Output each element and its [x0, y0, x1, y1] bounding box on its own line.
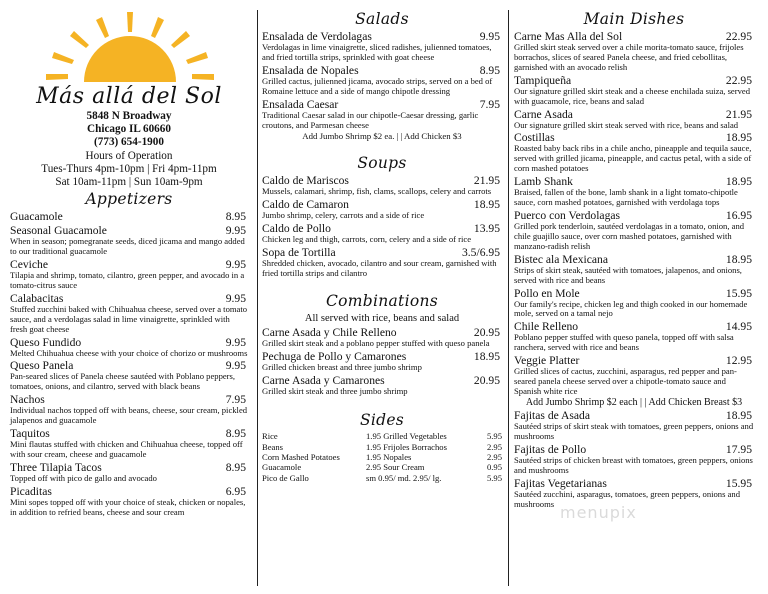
menu-item-name: Sopa de Tortilla — [262, 245, 336, 259]
menu-item-name: Fajitas Vegetarianas — [514, 476, 607, 490]
menu-item-description: Individual nachos topped off with beans, cheese, sour cream, pickled jalapenos and guacamole — [10, 405, 248, 426]
menu-item-price: 22.95 — [725, 30, 752, 43]
restaurant-info — [10, 110, 248, 189]
watermark: menupix — [560, 503, 637, 522]
menu-item-description: Our signature grilled skirt steak and a cheese enchilada suiza, served with guacamole, rice, beans and salad — [514, 85, 750, 106]
menu-item-description: Mini sopes topped off with your choice of steak, chicken or nopales, in addition to refried beans, cheese and sour cream — [10, 496, 246, 517]
menu-item-name: Ensalada de Nopales — [262, 63, 359, 77]
menu-item-name: Fajitas de Asada — [514, 409, 590, 423]
menu-item-description: Grilled cactus, julienned jicama, avocado strips, served on a bed of Romaine lettuce and a side of mango chipotle dressing — [262, 75, 493, 96]
menu-item-name: Pollo en Mole — [514, 286, 580, 300]
menu-item-name: Tampiqueña — [514, 73, 572, 87]
brand-name: Más allá del Sol — [36, 84, 222, 109]
menu-item-description: Grilled skirt steak served over a chile morita-tomato sauce, frijoles borrachos, slices of seared Panela cheese, and fried cebollitas, garnished with an avocado relish — [514, 42, 744, 72]
menu-item-name: Three Tilapia Tacos — [10, 460, 102, 474]
sides-row — [262, 442, 502, 452]
menu-item-name: Veggie Platter — [514, 354, 580, 368]
menu-item-name: Seasonal Guacamole — [10, 224, 107, 238]
menu-item-name: Fajitas de Pollo — [514, 443, 587, 457]
menu-item-name: Ensalada de Verdolagas — [262, 30, 372, 43]
column-middle — [262, 8, 502, 483]
menu-item-price: 18.95 — [725, 409, 752, 423]
menu-item-description: Grilled chicken breast and three jumbo shrimp — [262, 362, 422, 373]
sides-cell: Corn Mashed Potatoes — [262, 452, 340, 462]
sides-heading: Sides — [359, 411, 405, 430]
menu-item — [262, 198, 502, 211]
sun-icon — [32, 8, 228, 88]
menu-item-description: Chicken leg and thigh, carrots, corn, celery and a side of rice — [262, 233, 472, 244]
sides-cell: Rice — [262, 431, 278, 442]
phone: (773) 654-1900 — [94, 136, 164, 149]
menu-item-price: 20.95 — [473, 326, 500, 340]
sides-cell: 2.95 Sour Cream — [366, 462, 425, 473]
menu-item-price: 18.95 — [725, 131, 752, 145]
menu-item-description: Jumbo shrimp, celery, carrots and a side of rice — [262, 209, 425, 220]
sides-cell: Beans — [262, 441, 284, 452]
menu-item-description: Shredded chicken, avocado, cilantro and sour cream, garnished with fried tortilla strips and cilantro — [262, 257, 497, 278]
menu-item-price: 12.95 — [725, 354, 752, 368]
combinations-heading: Combinations — [325, 292, 439, 311]
soups-list — [262, 174, 502, 279]
menu-item — [10, 485, 248, 498]
main-dishes-list — [514, 30, 754, 397]
sides-row — [262, 431, 502, 441]
menu-item-price: 6.95 — [225, 484, 246, 498]
menu-item-name: Ensalada Caesar — [262, 97, 339, 111]
menu-item-price: 3.5/6.95 — [461, 245, 500, 259]
salads-heading: Salads — [355, 10, 409, 28]
menu-item-name: Queso Fundido — [10, 335, 82, 349]
menu-item-description: Grilled skirt steak and a poblano pepper stuffed with queso panela — [262, 338, 490, 349]
sides-table — [262, 431, 502, 483]
menu-item-price: 21.95 — [473, 173, 500, 187]
menu-item-name: Taquitos — [10, 427, 50, 441]
menu-item — [514, 253, 754, 266]
salads-list — [262, 30, 502, 130]
menu-item-price: 9.95 — [225, 224, 246, 238]
menu-item-description: When in season; pomegranate seeds, diced jicama and mango added to our traditional guacamole — [10, 236, 245, 257]
sides-cell: 2.95 — [486, 441, 502, 452]
soups-heading: Soups — [357, 153, 407, 172]
menu-item-name: Carne Asada y Chile Relleno — [262, 326, 397, 340]
menu-item — [10, 292, 248, 305]
sides-cell: 5.95 — [486, 472, 502, 483]
menu-item-name: Carne Asada — [514, 107, 573, 121]
hours-line-1: Tues-Thurs 4pm-10pm | Fri 4pm-11pm — [41, 162, 217, 175]
combinations-subtitle: All served with rice, beans and salad — [304, 313, 460, 325]
sides-cell: 2.95 — [486, 452, 502, 462]
sides-cell: Pico de Gallo — [262, 472, 309, 483]
menu-item-price: 9.95 — [225, 359, 246, 373]
salads-note: Add Jumbo Shrimp $2 ea. | | Add Chicken $3 — [302, 131, 462, 142]
menu-item-description: Our signature grilled skirt steak served with rice, beans and salad — [514, 119, 739, 130]
hours-line-2: Sat 10am-11pm | Sun 10am-9pm — [55, 176, 203, 189]
column-left — [10, 8, 248, 519]
menu-item-description: Strips of skirt steak, sautéed with tomatoes, jalapenos, and onions, served with rice and beans — [514, 264, 742, 285]
logo — [10, 8, 248, 110]
sides-cell: 1.95 Grilled Vegetables — [366, 431, 447, 442]
menu-item-price: 7.95 — [479, 97, 500, 111]
column-right — [514, 8, 754, 511]
menu-item-description: Traditional Caesar salad in our chipotle-Caesar dressing, garlic croutons, and Parmesan cheese — [262, 109, 479, 130]
appetizers-list — [10, 210, 248, 517]
sides-cell: 0.95 — [486, 462, 502, 473]
menu-item — [10, 461, 248, 474]
main-dishes-note: Add Jumbo Shrimp $2 each | | Add Chicken Breast $3 — [525, 396, 743, 408]
menu-item-name: Caldo de Pollo — [262, 221, 331, 235]
city: Chicago IL 60660 — [87, 123, 171, 136]
menu-item-price: 21.95 — [725, 107, 752, 121]
menu-item — [514, 287, 754, 300]
menu-item-price: 15.95 — [725, 476, 752, 490]
menu-item-name: Carne Asada y Camarones — [262, 374, 385, 388]
menu-item-price: 18.95 — [473, 350, 500, 364]
menu-item — [10, 210, 248, 223]
menu-item-price: 9.95 — [479, 30, 500, 43]
menu-item-name: Ceviche — [10, 258, 48, 272]
menu-item-name: Bistec ala Mexicana — [514, 252, 608, 266]
menu-item-description: Grilled skirt steak and three jumbo shrimp — [262, 386, 408, 397]
menu-item-name: Nachos — [10, 393, 45, 407]
hours-title: Hours of Operation — [85, 149, 173, 162]
menu-item-price: 22.95 — [725, 73, 752, 87]
menu-item-price: 16.95 — [725, 208, 752, 222]
column-divider-left — [257, 10, 258, 586]
menu-item-price: 7.95 — [225, 393, 246, 407]
address: 5848 N Broadway — [86, 110, 172, 122]
menu-item-name: Chile Relleno — [514, 320, 579, 334]
menu-item-description: Mussels, calamari, shrimp, fish, clams, scallops, celery and carrots — [262, 185, 492, 196]
menu-item-description: Topped off with pico de gallo and avocado — [10, 472, 157, 483]
menu-item-price: 9.95 — [225, 335, 246, 349]
menu-item-description: Braised, fallen of the bone, lamb shank in a light tomato-chipotle sauce, corn mashed potatoes, garnished with verdolaga tops — [514, 187, 738, 208]
menu-item — [10, 336, 248, 349]
menu-item-name: Caldo de Mariscos — [262, 173, 349, 187]
sides-row — [262, 473, 502, 483]
menu-item-price: 8.95 — [225, 210, 246, 224]
menu-item-description: Poblano pepper stuffed with queso panela, topped off with salsa ranchera, served with rice and beans — [514, 332, 734, 353]
menu-item-description: Pan-seared slices of Panela cheese sautéed with Poblano peppers, tomatoes, onions, and cilantro, served with black beans — [10, 371, 236, 392]
menu-item-price: 9.95 — [225, 291, 246, 305]
sides-cell: 5.95 — [486, 431, 502, 442]
menu-item-price: 18.95 — [725, 252, 752, 266]
sides-cell: Guacamole — [262, 462, 302, 473]
menu-item-price: 13.95 — [473, 221, 500, 235]
menu-item-name: Puerco con Verdolagas — [514, 208, 621, 222]
menu-item — [262, 222, 502, 235]
menu-item-description: Stuffed zucchini baked with Chihuahua cheese, served over a tomato sauce, and a verdolagas salad in lime vinaigrette, sprinkled with fresh goat cheese — [10, 303, 248, 334]
menu-item-price: 9.95 — [225, 258, 246, 272]
menu-item-name: Lamb Shank — [514, 175, 573, 189]
menu-item-description: Roasted baby back ribs in a chile ancho, pineapple and tequila sauce, served with grilled jicama, pineapple, and cactus petal, with a side of corn mashed potatoes — [514, 143, 752, 174]
menu-item-description: Verdolagas in lime vinaigrette, sliced radishes, julienned tomatoes, and fried tortilla strips, sprinkled with goat cheese — [262, 42, 492, 62]
menu-item-price: 17.95 — [725, 443, 752, 457]
sides-row — [262, 452, 502, 462]
menu-item — [514, 108, 754, 121]
menu-item-price: 18.95 — [473, 197, 500, 211]
menu-item-price: 8.95 — [479, 63, 500, 77]
combinations-list — [262, 326, 502, 397]
menu-item-description: Grilled slices of cactus, zucchini, asparagus, red pepper and pan-seared panela cheese served over a chipotle-tomato sauce and Spanish white rice — [514, 366, 737, 396]
menu-item-name: Carne Mas Alla del Sol — [514, 30, 623, 43]
menu-item — [514, 74, 754, 87]
menu-item-price: 15.95 — [725, 286, 752, 300]
menu-item-name: Calabacitas — [10, 291, 64, 305]
menu-item-name: Costillas — [514, 131, 555, 145]
sides-row — [262, 462, 502, 472]
menu-item-price: 20.95 — [473, 374, 500, 388]
main-dishes-heading: Main Dishes — [583, 10, 685, 28]
menu-item-price: 8.95 — [225, 460, 246, 474]
menu-item — [262, 174, 502, 187]
menu-item-name: Queso Panela — [10, 359, 74, 373]
menu-item-name: Caldo de Camaron — [262, 197, 349, 211]
menu-item-description: Sautéed zucchini, asparagus, tomatoes, green peppers, onions and mushrooms — [514, 488, 740, 509]
menu-item-price: 14.95 — [725, 320, 752, 334]
menu-item-price: 8.95 — [225, 427, 246, 441]
menu-item-description: Tilapia and shrimp, tomato, cilantro, green pepper, and avocado in a tomato-citrus sauce — [10, 270, 245, 290]
menu-item — [262, 246, 502, 259]
menu-item-description: Grilled pork tenderloin, sautéed verdolagas in a tomato, onion, and chile guajillo sauce, over corn mashed potatoes, garnished with manzano-radish relish — [514, 220, 745, 251]
sides-cell: 1.95 Nopales — [366, 452, 412, 462]
menu-item-description: Mini flautas stuffed with chicken and Chihuahua cheese, topped off with sour cream, cheese and guacamole — [10, 439, 243, 459]
menu-item-description: Our family's recipe, chicken leg and thigh cooked in our homemade mole, served on a tamal nejo — [514, 298, 748, 319]
menu-item — [262, 64, 502, 77]
menu-item-name: Pechuga de Pollo y Camarones — [262, 350, 407, 364]
menu-item-description: Melted Chihuahua cheese with your choice of chorizo or mushrooms — [10, 347, 248, 358]
fajitas-list — [514, 409, 754, 509]
menu-item — [262, 98, 502, 111]
menu-item-price: 18.95 — [725, 175, 752, 189]
column-divider-right — [508, 10, 509, 586]
menu-item-description: Sautéed strips of chicken breast with tomatoes, green peppers, onions and mushrooms — [514, 455, 753, 476]
appetizers-heading: Appetizers — [85, 190, 173, 209]
menu-item-name: Picaditas — [10, 484, 52, 498]
sides-cell: sm 0.95/ md. 2.95/ lg. — [366, 472, 442, 483]
menu-item-description: Sautéed strips of skirt steak with tomatoes, green peppers, onions and mushrooms — [514, 421, 754, 442]
menu-item-name: Guacamole — [10, 210, 63, 224]
sides-cell: 1.95 Frijoles Borrachos — [366, 441, 447, 452]
